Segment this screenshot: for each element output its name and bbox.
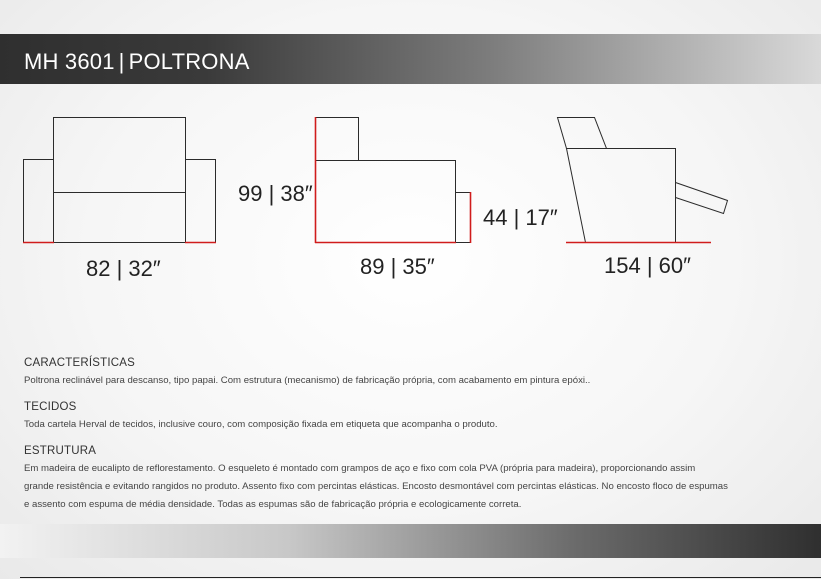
side-footrest [456, 193, 471, 243]
section-title: ESTRUTURA [24, 445, 97, 457]
reclined-footrest [676, 183, 728, 214]
title-separator: | [118, 49, 125, 74]
seat-height-dimension: 44 | 17″ [483, 205, 558, 230]
reclined-headrest [558, 118, 607, 149]
footer-bar [0, 524, 821, 558]
side-headrest [316, 118, 359, 161]
section-tecidos [24, 401, 804, 434]
section-text-line: grande resistência e evitando rangidos no produto. Assento fixo com percintas elásticas. Encosto desmontável com percintas elásticas. No encosto floco de espumas [24, 481, 728, 492]
product-code: MH 3601 [24, 49, 115, 74]
section-text: Poltrona reclinável para descanso, tipo papai. Com estrutura (mecanismo) de fabricação própria, com acabamento em pintura epóxi.. [24, 375, 591, 386]
reclined-body [567, 149, 676, 243]
product-name: POLTRONA [128, 49, 250, 74]
front-left-arm [24, 160, 54, 243]
front-seat [54, 193, 186, 243]
side-body [316, 161, 456, 243]
section-text-line: Em madeira de eucalipto de reflorestamento. O esqueleto é montado com grampos de aço e fixo com cola PVA (própria para madeira), proporcionando assim [24, 463, 696, 474]
bottom-rule [20, 577, 821, 578]
section-title: CARACTERÍSTICAS [24, 357, 135, 369]
height-dimension: 99 | 38″ [238, 181, 313, 206]
side-depth-dimension: 89 | 35″ [360, 254, 435, 279]
section-text-line: e assento com espuma de média densidade. Todas as espumas são de fabricação própria e ecologicamente correta. [24, 499, 522, 510]
side-view-drawing [316, 118, 471, 243]
section-title: TECIDOS [24, 401, 77, 413]
front-width-dimension: 82 | 32″ [86, 256, 161, 281]
section-text: Toda cartela Herval de tecidos, inclusive couro, com composição fixada em etiqueta que acompanha o produto. [24, 419, 498, 430]
section-caracteristicas [24, 357, 804, 390]
section-estrutura [24, 445, 804, 514]
reclined-depth-dimension: 154 | 60″ [604, 253, 691, 278]
section-text [24, 460, 804, 514]
reclined-view-drawing [558, 118, 728, 243]
front-right-arm [186, 160, 216, 243]
front-view-drawing [24, 118, 216, 243]
front-backrest [54, 118, 186, 193]
